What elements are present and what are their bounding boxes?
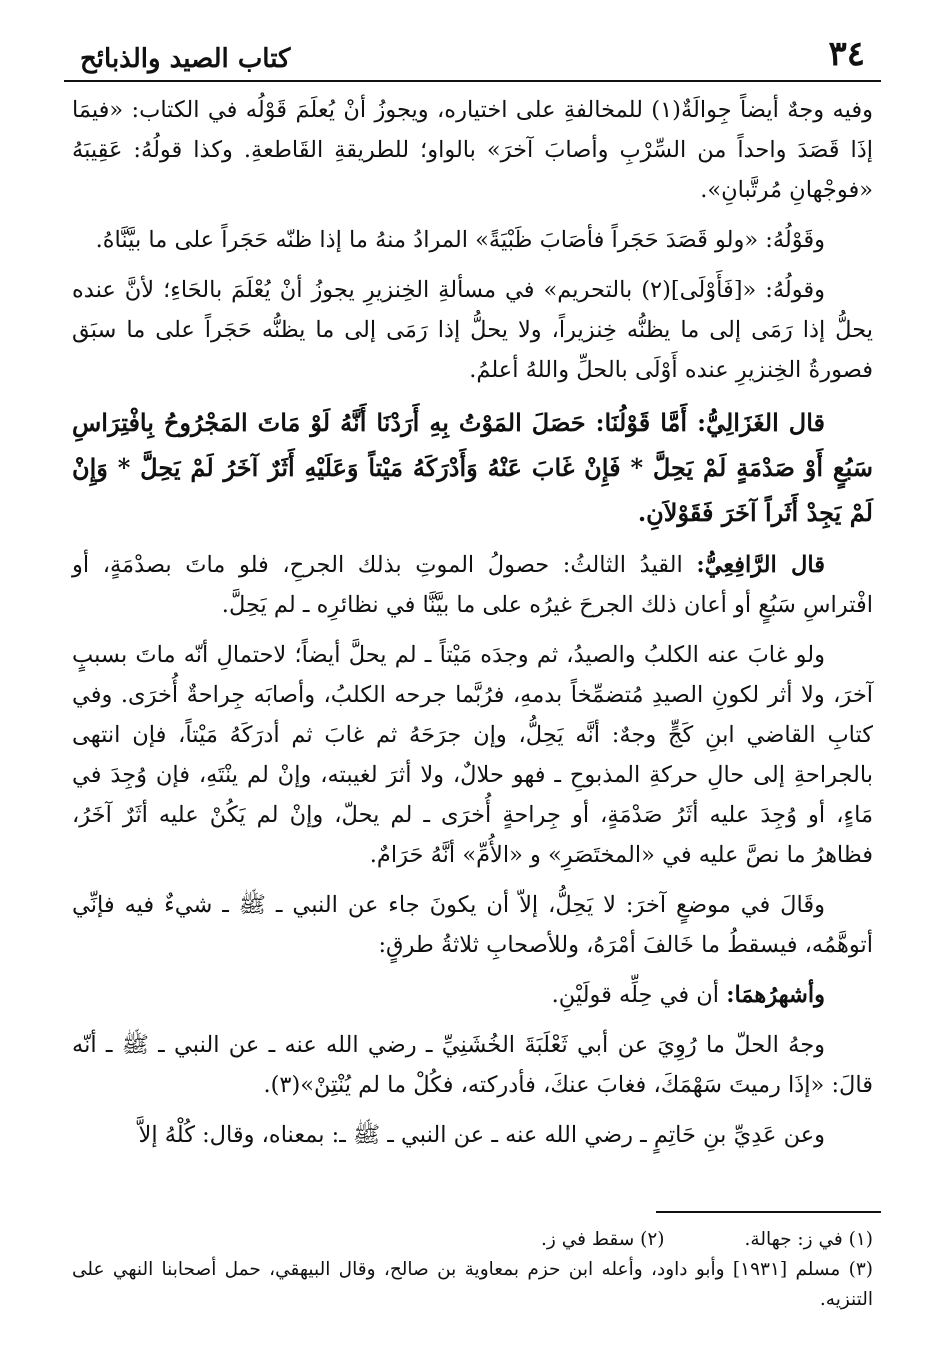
page-number: ٣٤ — [828, 34, 865, 74]
footnote-row — [72, 1225, 873, 1255]
ashharuhuma-label: وأشهرُهمَا: — [726, 982, 825, 1008]
footnote-divider — [656, 1211, 881, 1213]
paragraph: وعن عَدِيِّ بنِ حَاتِمٍ ـ رضي الله عنه ـ عن النبي ـ ﷺ ـ: بمعناه، وقال: كُلْهُ إلاَّ — [138, 1122, 825, 1148]
paragraph: وجهُ الحلّ ما رُوِيَ عن أبي ثَعْلَبَةَ الخُشَنِيِّ ـ رضي الله عنه ـ عن النبي ـ ﷺ ـ أنّه قالَ: «إذَا رميتَ سَهْمَكَ، فغابَ عنكَ، فأدركته، فكُلْ ما لم يُنْتِنْ»(٣). — [72, 1032, 873, 1098]
ghazali-matn — [72, 400, 873, 535]
footnote-divider-wrap — [64, 1165, 881, 1225]
rafii-text: القيدُ الثالثُ: حصولُ الموتِ بذلك الجرحِ، فلو ماتَ بصدْمَةٍ، أو افْتراسِ سَبُعٍ أو أعان ذلك الجرحَ غيرُه على ما بيَّنَّا في نظائرِه ـ لم يَحِلَّ. — [72, 552, 873, 618]
ashharuhuma-paragraph — [72, 975, 873, 1015]
ghazali-text: أَمَّا قَوْلُنَا: حَصَلَ المَوْتُ بِهِ أَرَدْنَا أَنَّهُ لَوْ مَاتَ المَجْرُوحُ بِافْتِرَاسِ سَبُعٍ أَوْ صَدْمَةٍ لَمْ يَحِلَّ * فَإِنْ غَابَ عَنْهُ وَأَدْرَكَهُ مَيْتاً وَعَلَيْهِ أَثَرٌ آخَرُ لَمْ يَحِلَّ * وَإِنْ لَمْ يَجِدْ أَثَراً آخَرَ فَقَوْلاَنِ. — [72, 408, 873, 527]
footnote-2: (٢) سقط في ز. — [541, 1229, 665, 1250]
ashharuhuma-text: أن في حِلِّه قولَيْنِ. — [551, 982, 720, 1008]
ghazali-speaker: قال الغَزَالِيُّ: — [697, 408, 825, 437]
header-divider — [64, 80, 881, 82]
paragraph: ولو غابَ عنه الكلبُ والصيدُ، ثم وجدَه مَيْتاً ـ لم يحلَّ أيضاً؛ لاحتمالِ أنّه ماتَ بسببٍ آخرَ، ولا أثر لكونِ الصيدِ مُتضمِّخاً بدمهِ، فرُبَّما جرحه الكلبُ، وأصابَه جِراحةٌ أُخرَى. وفي كتابِ القاضي ابنِ كَجٍّ وجهٌ: أنَّه يَحِلُّ، وإن جرَحَهُ ثم غابَ ثم أدرَكَهُ مَيْتاً، فإن انتهى بالجراحةِ إلى حالِ حركةِ المذبوحِ ـ فهو حلالٌ، ولا أثرَ لغيبته، وإنْ لم ينْتَهِ، فإن وُجِدَ في مَاءٍ، أو وُجِدَ عليه أثَرُ صَدْمَةٍ، أو جِراحةٍ أُخرَى ـ لم يحلّ، وإنْ لم يَكُنْ عليه أثَرٌ آخَرُ، فظاهرُ ما نصَّ عليه في «المختَصَرِ» و «الأُمِّ» أنَّهُ حَرَامٌ. — [72, 642, 873, 868]
footnote-1: (١) في ز: جهالة. — [744, 1229, 873, 1250]
paragraph: وقَوْلُهُ: «ولو قَصَدَ حَجَراً فأصَابَ ظَبْيَةً» المرادُ منهُ ما إذا ظنّه حَجَراً على ما بيَّنَّاهُ. — [95, 227, 825, 253]
page-header — [64, 30, 881, 74]
footnotes — [64, 1225, 881, 1315]
running-title: كتاب الصيد والذبائح — [80, 44, 291, 74]
paragraph: وقولُهُ: «[فَأَوْلَى](٢) بالتحريم» في مسألةِ الخِنزيرِ يجوزُ أنْ يُعْلَمَ بالحَاءِ؛ لأنَّ عنده يحلُّ إذا رَمَى إلى ما يظنُّه خِنزيراً، ولا يحلُّ إذا رَمَى إلى ما يظنُّه حَجَراً على ما سبَق فصورةُ الخِنزيرِ عنده أَوْلَى بالحلِّ واللهُ أعلمُ. — [72, 277, 873, 383]
paragraph: وقَالَ في موضعٍ آخرَ: لا يَحِلُّ، إلاّ أن يكونَ جاء عن النبي ـ ﷺ ـ شيءٌ فيه فإنِّي أتوهَّمُه، فيسقطُ ما خَالفَ أمْرَهُ، وللأصحابِ ثلاثةُ طرقٍ: — [72, 892, 873, 958]
rafii-speaker: قال الرَّافِعِيُّ: — [696, 552, 825, 578]
footnote-3: (٣) مسلم [١٩٣١] وأبو داود، وأعله ابن حزم بمعاوية بن صالح، وقال البيهقي، حمل أصحابنا النهي على التنزيه. — [72, 1259, 874, 1310]
rafii-commentary — [72, 545, 873, 625]
main-text — [64, 90, 881, 1155]
paragraph: وفيه وجهٌ أيضاً جِوالَةٌ(١) للمخالفةِ على اختياره، ويجوزُ أنْ يُعلَمَ قَوْلُه في الكتاب: «فيمَا إذَا قَصَدَ واحداً من السِّرْبِ وأصابَ آخرَ» بالواو؛ للطريقةِ القَاطعةِ. وكذا قولُهُ: عَقِيبَهُ «فوجْهانِ مُرتَّبانِ». — [72, 97, 873, 203]
